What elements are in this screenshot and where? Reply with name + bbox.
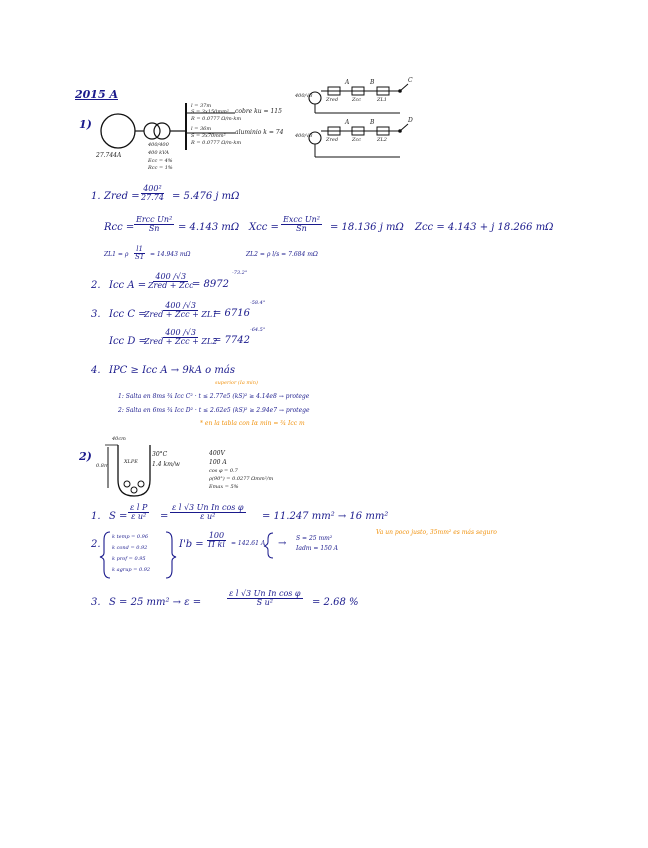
zl1-lhs: ZL1 = ρ [104,251,129,258]
soil-temp: 30°C [152,451,168,458]
node-a-bottom: A [345,119,350,126]
tr-rcc-label: Rcc = 1% [148,165,173,171]
p2-s-fraction-2: $\frac{\text{ε l √3 Un In cos φ}}{\text{ε u²}}$ [172,503,244,522]
p2-emax: Emax = 5% [209,484,239,490]
tr-power-label: 400 kVA [148,150,170,156]
iccc-result: = 6716 [213,308,251,319]
tr-ecc-label: Ecc = 4% [148,158,173,164]
xcc-lhs: Xcc = [249,222,279,233]
iccd-lhs: Icc D = [109,336,147,347]
protection-row-2: 2: Salta en 6ms ¾ Icc D² · t ≤ 2.62e5 (kS)² ≥ 2.94e7 → protege [118,407,310,414]
p2-s-lhs: S = [109,511,128,522]
zred-result: = 5.476 j mΩ [172,191,240,202]
zcc-bottom: Zcc [352,137,362,143]
aluminio-label: aluminio k = 74 [235,129,284,136]
p1-step2-number: 2. [91,280,101,291]
ib-lhs: I'b = [179,539,204,550]
p2-s-result: = 11.247 mm² → 16 mm² [262,511,389,522]
p2-step3-number: 3. [91,597,101,608]
source-bottom-label: 400/√3 [295,133,313,139]
iccd-result: = 7742 [213,335,251,346]
p2-eps-fraction: $\frac{\text{ε l √3 Un In cos φ}}{\text{S u²}}$ [229,589,301,608]
icca-fraction: 400 /√3 Zred + Zcc [148,272,194,291]
p2-iadm: Iadm = 150 A [296,545,339,552]
soil-resistivity: 1.4 km/w [152,461,180,468]
k-cond: k cond = 0.92 [112,545,148,551]
icca-lhs: Icc A = [109,280,147,291]
zl1-result: = 14.943 mΩ [150,251,191,258]
p2-s-equals: = [160,511,169,522]
ib-arrow: → [278,538,287,549]
xcc-fraction: Excc Un² Sn [283,215,320,234]
zl2-result: ZL2 = ρ l/s = 7.684 mΩ [246,251,318,258]
p2-step2-number: 2. [91,539,101,550]
p2-eps-result: = 2.68 % [312,597,359,608]
problem-1-number: 1) [79,118,92,131]
iccc-lhs: Icc C = [109,309,147,320]
p1-step1-number: 1. [91,191,101,202]
p2-cos-phi: cos φ = 0.7 [209,468,238,474]
zl1-label: ZL1 [377,97,387,103]
ib-fraction: $\frac{100}{\text{Π ki}}$ [208,531,225,550]
node-c: C [408,77,413,84]
p2-rho: ρ(90°) = 0.0277 Ωmm²/m [209,476,274,482]
trench-depth-2: 40cm [112,436,126,442]
page-title: 2015 A [75,88,118,101]
tr-ratio-label: 400/400 [148,142,169,148]
iccd-fraction: 400 /√3 Zred + Zcc + ZL2 [144,328,218,347]
iccc-angle: -58.4° [250,300,266,306]
zcc-top: Zcc [352,97,362,103]
k-temp: k temp = 0.96 [112,534,149,540]
xcc-result: = 18.136 j mΩ [330,222,404,233]
rcc-lhs: Rcc = [104,222,135,233]
ipc-condition: IPC ≥ Icc A → 9kA o más [109,365,235,376]
p2-s-fraction-1: $\frac{\text{ε l P}}{\text{ε u²}}$ [130,503,148,522]
p1-step3-number: 3. [91,309,101,320]
p2-eps-lhs: S = 25 mm² → ε = [109,597,202,608]
p2-current: 100 A [209,459,227,466]
cobre-label: cobre ku = 115 [235,108,282,115]
zred-lhs: Zred = [104,191,140,202]
zred-bottom: Zred [326,137,339,143]
source-top-label: 400/√3 [295,93,313,99]
zred-fraction: $\frac{\text{400²}}{27.74}$ [141,184,164,203]
zl1-fraction: $\frac{l1}{S1}$ [135,245,145,262]
node-a-top: A [345,79,350,86]
p2-voltage: 400V [209,450,225,457]
p2-note-orange: Va un poco justo, 35mm² es más seguro [376,529,497,536]
note-superior: superior (Ia min) [215,380,258,386]
line2-section: S = 3x70mm² [191,133,226,139]
iccc-fraction: 400 /√3 Zred + Zcc + ZL1 [144,301,218,320]
node-b-bottom: B [370,119,375,126]
p1-step4-number: 4. [91,365,101,376]
line1-section: S = 3x150mm² [191,109,229,115]
zred-top: Zred [326,97,339,103]
note-table: * en la tabla con Iα min = ¾ Icc m [200,420,305,427]
ib-result: = 142.61 A [231,540,266,547]
rcc-fraction: Ercc Un² Sn [136,215,173,234]
rcc-result: = 4.143 mΩ [178,222,240,233]
line1-length: l = 37m [191,103,212,109]
icca-angle: -73.2° [232,270,248,276]
protection-row-1: 1: Salta en 8ms ¾ Icc C² · t ≤ 2.77e5 (kS)² ≥ 4.14e8 → protege [118,393,310,400]
node-b-top: B [370,79,375,86]
line2-resistance: R = 0.0777 Ω/m·km [191,140,242,146]
icca-result: = 8972 [192,279,230,290]
node-d: D [408,117,413,124]
p2-section-choice: S = 25 mm² [296,535,333,542]
line1-resistance: R = 0.0777 Ω/m·km [191,116,242,122]
problem-2-number: 2) [79,450,92,463]
cable-type: XLPE [124,459,138,465]
line2-length: l = 36m [191,126,212,132]
gen-power-label: 27.744A [96,152,122,159]
p2-step1-number: 1. [91,511,101,522]
zl2-label: ZL2 [377,137,387,143]
trench-depth: 0.8m [96,463,109,469]
zcc-result: Zcc = 4.143 + j 18.266 mΩ [415,222,554,233]
iccd-angle: -64.5° [250,327,266,333]
k-prof: k prof = 0.95 [112,556,146,562]
k-agrup: k agrup = 0.92 [112,567,151,573]
